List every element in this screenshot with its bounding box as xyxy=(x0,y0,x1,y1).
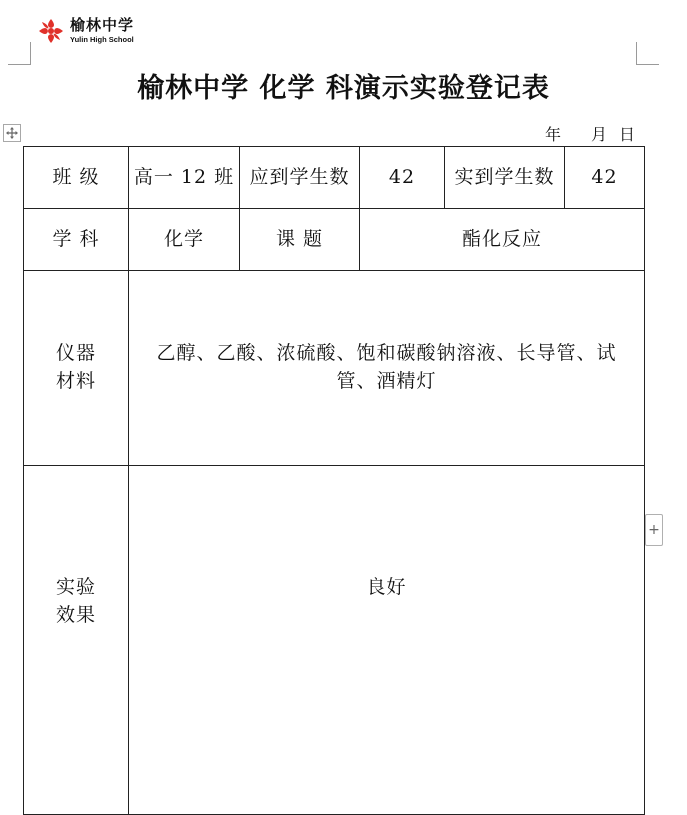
table-row xyxy=(24,147,645,209)
actual-label-cell xyxy=(445,147,565,209)
class-value-cell[interactable] xyxy=(129,147,240,209)
materials-label-cell xyxy=(24,271,129,466)
class-label-cell xyxy=(24,147,129,209)
materials-label-line1: 仪器 xyxy=(55,342,96,365)
class-value: 高一 12 班 xyxy=(133,165,235,188)
topic-value-cell[interactable] xyxy=(360,209,645,271)
move-icon xyxy=(6,127,18,139)
topic-value: 酯化反应 xyxy=(461,227,542,250)
logo-mark-icon xyxy=(38,18,64,44)
materials-label-line2: 材料 xyxy=(55,370,96,392)
subject-label-cell xyxy=(24,209,129,271)
subject-label: 学 科 xyxy=(52,227,100,250)
expected-value-cell[interactable] xyxy=(360,147,445,209)
table-row xyxy=(24,209,645,271)
materials-value: 乙醇、乙酸、浓硫酸、饱和碳酸钠溶液、长导管、试管、酒精灯 xyxy=(156,342,617,392)
expected-students-value: 42 xyxy=(388,165,416,188)
experiment-record-table xyxy=(23,146,645,815)
logo-name-cn: 榆林中学 xyxy=(70,16,135,35)
topic-label-cell xyxy=(240,209,360,271)
actual-students-label: 实到学生数 xyxy=(454,165,555,188)
expected-students-label: 应到学生数 xyxy=(249,165,350,188)
add-row-button[interactable] xyxy=(645,514,663,546)
materials-value-cell[interactable] xyxy=(129,271,645,466)
actual-value-cell[interactable] xyxy=(565,147,645,209)
crop-mark-top-right xyxy=(636,42,659,65)
table-row xyxy=(24,271,645,466)
logo-name-en: Yulin High School xyxy=(70,35,134,45)
result-value-cell[interactable] xyxy=(129,466,645,815)
result-label-line2: 效果 xyxy=(55,603,96,626)
table-move-handle[interactable] xyxy=(3,124,21,142)
date-month: 月 xyxy=(591,125,608,144)
date-year: 年 xyxy=(545,125,562,144)
expected-label-cell xyxy=(240,147,360,209)
class-label: 班 级 xyxy=(52,165,100,188)
date-day: 日 xyxy=(619,125,636,144)
topic-label: 课 题 xyxy=(275,227,324,250)
actual-students-value: 42 xyxy=(591,165,618,188)
school-logo xyxy=(38,18,134,44)
result-label-line1: 实验 xyxy=(55,576,96,598)
table-row xyxy=(24,466,645,815)
crop-mark-top-left xyxy=(8,42,31,65)
result-label-cell xyxy=(24,466,129,815)
page-title: 榆林中学 化学 科演示实验登记表 xyxy=(137,73,550,104)
result-value: 良好 xyxy=(366,576,407,598)
subject-value-cell[interactable] xyxy=(129,209,240,271)
plus-icon: + xyxy=(648,522,660,538)
subject-value: 化学 xyxy=(163,227,204,250)
